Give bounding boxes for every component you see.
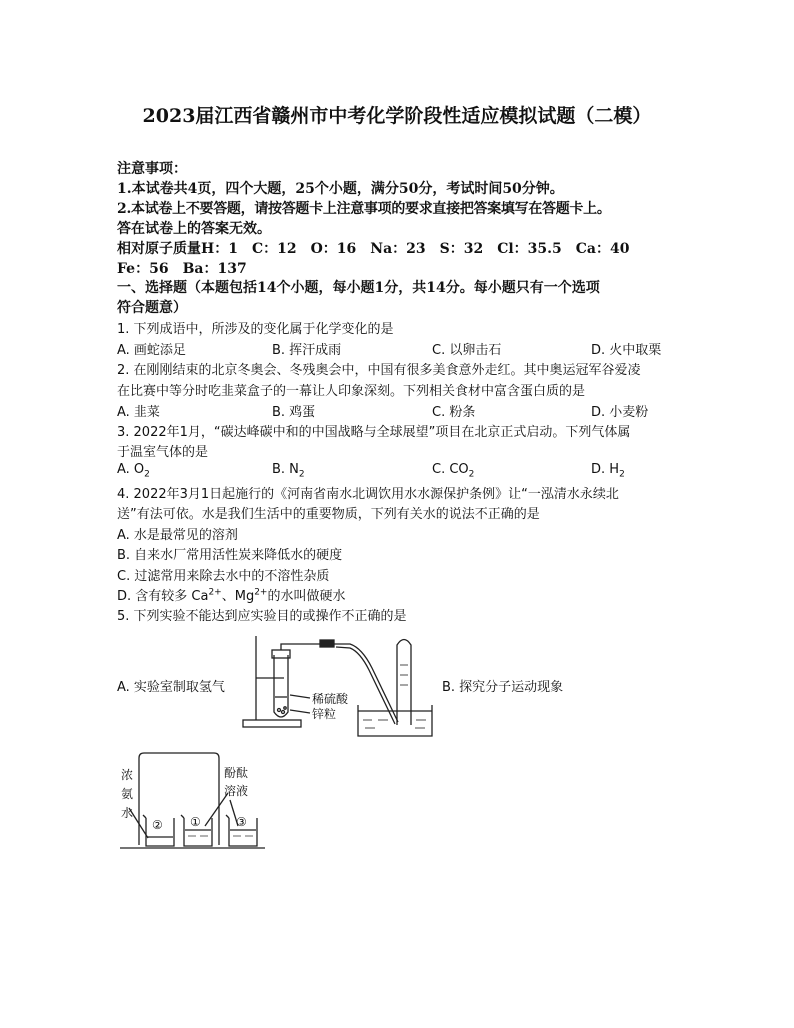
section-1-heading-line-2: 符合题意） (117, 300, 187, 316)
beaker-1-label: ① (190, 815, 201, 829)
atomic-mass-line-1: 相对原子质量H：1 C：12 O：16 Na：23 S：32 Cl：35.5 Ca：40 (117, 241, 630, 257)
option-b: B. $N_2$ (272, 462, 305, 480)
question-2-stem-line-2: 在比赛中等分时吃韭菜盒子的一幕让人印象深刻。下列相关食材中富含蛋白质的是 (117, 384, 586, 399)
question-3-stem-line-2: 于温室气体的是 (117, 445, 209, 460)
rubber-connector (320, 640, 334, 647)
option-d: D. $H_2$ (591, 462, 625, 480)
question-4-option-c: C. 过滤常用来除去水中的不溶性杂质 (117, 569, 330, 584)
option-a: A. 韭菜 (117, 405, 160, 420)
question-4-option-b: B. 自来水厂常用活性炭来降低水的硬度 (117, 548, 343, 563)
bell-jar (139, 753, 219, 845)
beaker-2-label: ② (152, 818, 163, 832)
question-2-stem-line-1: 2. 在刚刚结束的北京冬奥会、冬残奥会中，中国有很多美食意外走红。其中奥运冠军谷爱凌 (117, 363, 641, 378)
notes-heading: 注意事项： (117, 161, 187, 177)
question-4-stem-line-1: 4. 2022年3月1日起施行的《河南省南水北调饮用水水源保护条例》让“一泓清水永续北 (117, 487, 619, 502)
phenolphthalein-label-1: 酚酞 (224, 766, 249, 780)
test-tube (274, 655, 288, 717)
section-1-heading-line-1: 一、选择题（本题包括14个小题，每小题1分，共14分。每小题只有一个选项 (117, 280, 600, 296)
note-2-line-1: 2.本试卷上不要答题，请按答题卡上注意事项的要求直接把答案填写在答题卡上。 (117, 201, 611, 217)
ammonia-label-3: 水 (121, 806, 134, 820)
zinc-label: 锌粒 (312, 707, 337, 721)
option-c: C. $CO_2$ (432, 462, 475, 480)
ammonia-label-1: 浓 (121, 768, 134, 782)
collection-tube (397, 640, 411, 726)
delivery-tube (281, 644, 320, 650)
option-d: D. 小麦粉 (591, 405, 649, 420)
page-title: 2023届江西省赣州市中考化学阶段性适应模拟试题（二模） (142, 105, 652, 127)
option-a: A. 画蛇添足 (117, 343, 186, 358)
question-5-option-b: B. 探究分子运动现象 (442, 680, 564, 695)
tube-stopper (272, 650, 290, 658)
stand-base (243, 720, 301, 727)
question-4-option-a: A. 水是最常见的溶剂 (117, 528, 238, 543)
option-c: C. 粉条 (432, 405, 476, 420)
beaker-3-label: ③ (236, 815, 247, 829)
option-d: D. 火中取栗 (591, 343, 662, 358)
delivery-tube-2 (334, 644, 398, 722)
option-b: B. 鸡蛋 (272, 405, 316, 420)
option-c: C. 以卵击石 (432, 343, 502, 358)
question-4-option-d: D. 含有较多 $Ca^{2+}$、$Mg^{2+}$的水叫做硬水 (117, 587, 346, 604)
question-5-option-a: A. 实验室制取氢气 (117, 680, 225, 695)
question-1-stem: 1. 下列成语中，所涉及的变化属于化学变化的是 (117, 322, 394, 337)
note-1: 1.本试卷共4页，四个大题，25个小题，满分50分，考试时间50分钟。 (117, 181, 564, 197)
question-4-stem-line-2: 送”有法可依。水是我们生活中的重要物质，下列有关水的说法不正确的是 (117, 507, 540, 522)
ammonia-label-2: 氨 (121, 787, 134, 801)
option-b: B. 挥汗成雨 (272, 343, 342, 358)
note-2-line-2: 答在试卷上的答案无效。 (117, 221, 271, 237)
phenolphthalein-label-2: 溶液 (224, 784, 249, 798)
question-3-stem-line-1: 3. 2022年1月，“碳达峰碳中和的中国战略与全球展望”项目在北京正式启动。下列气体属 (117, 425, 631, 440)
option-a: A. $O_2$ (117, 462, 150, 480)
atomic-mass-line-2: Fe：56 Ba：137 (117, 261, 247, 277)
water-trough (358, 705, 432, 736)
acid-label: 稀硫酸 (312, 692, 349, 706)
question-5-stem: 5. 下列实验不能达到应实验目的或操作不正确的是 (117, 609, 407, 624)
